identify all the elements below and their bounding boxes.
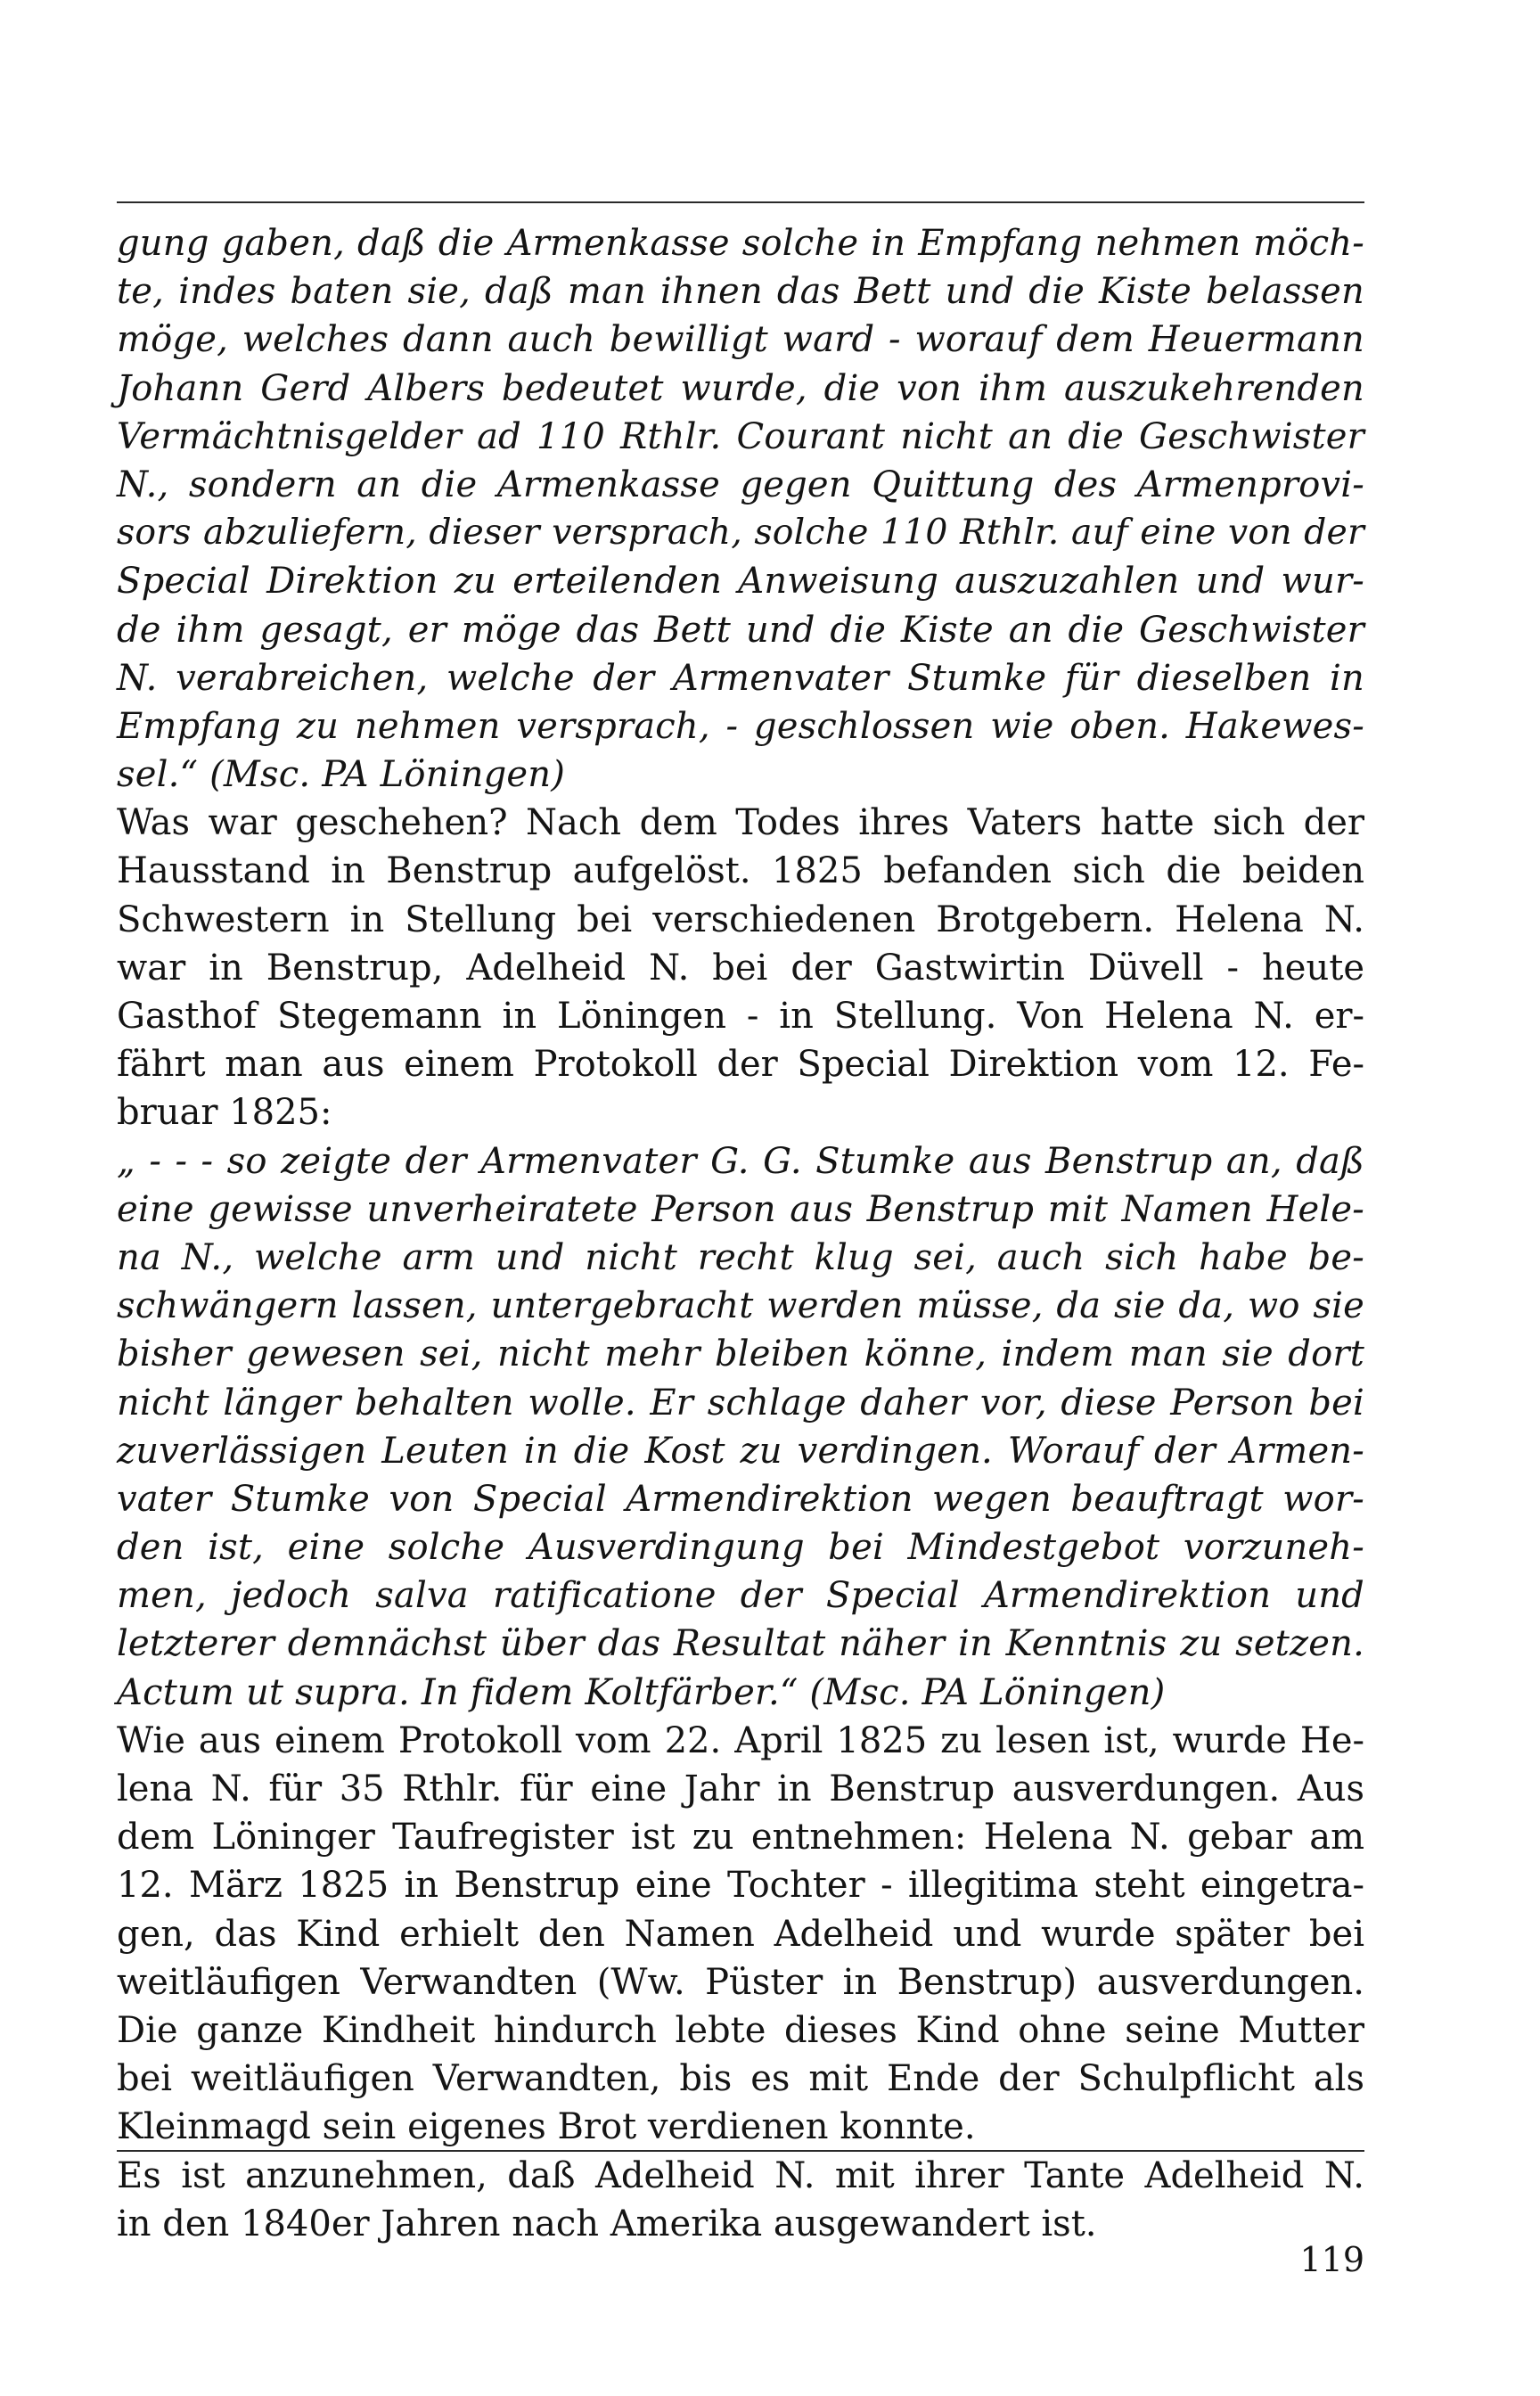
text-line: gen, das Kind erhielt den Namen Adelheid und wurde später bei <box>117 1913 1364 1955</box>
text-line: bruar 1825: <box>117 1092 332 1134</box>
text-line: Es ist anzunehmen, daß Adelheid N. mit ihrer Tante Adelheid N. <box>117 2154 1364 2196</box>
text-line: na N., welche arm und nicht recht klug sei, auch sich habe be- <box>117 1236 1364 1278</box>
text-line: lena N. für 35 Rthlr. für eine Jahr in Benstrup ausverdungen. Aus <box>117 1768 1364 1809</box>
text-line: sel.“ (Msc. PA Löningen) <box>117 754 566 796</box>
page-number: 119 <box>1299 2240 1364 2279</box>
text-line: möge, welches dann auch bewilligt ward - worauf dem Heuermann <box>117 319 1364 361</box>
text-line: sors abzuliefern, dieser versprach, solche 110 Rthlr. auf eine von der <box>117 513 1364 554</box>
text-line: den ist, eine solche Ausverdingung bei Mindestgebot vorzuneh- <box>117 1527 1364 1569</box>
text-line: in den 1840er Jahren nach Amerika ausgewandert ist. <box>117 2203 1097 2244</box>
text-line: Wie aus einem Protokoll vom 22. April 1825 zu lesen ist, wurde He- <box>117 1719 1364 1761</box>
text-line: bei weitläufigen Verwandten, bis es mit Ende der Schulpflicht als <box>117 2058 1364 2100</box>
text-line: bisher gewesen sei, nicht mehr bleiben könne, indem man sie dort <box>117 1333 1364 1375</box>
text-line: nicht länger behalten wolle. Er schlage daher vor, diese Person bei <box>117 1382 1364 1424</box>
text-line: „ - - - so zeigte der Armenvater G. G. Stumke aus Benstrup an, daß <box>117 1140 1364 1182</box>
text-line: Hausstand in Benstrup aufgelöst. 1825 befanden sich die beiden <box>117 850 1364 892</box>
bottom-rule <box>117 2150 1364 2152</box>
text-line: war in Benstrup, Adelheid N. bei der Gastwirtin Düvell - heute <box>117 947 1364 989</box>
text-line: N., sondern an die Armenkasse gegen Quittung des Armenprovi- <box>117 464 1364 505</box>
text-line: men, jedoch salva ratificatione der Special Armendirektion und <box>117 1575 1364 1617</box>
text-line: te, indes baten sie, daß man ihnen das Bett und die Kiste belassen <box>117 271 1364 313</box>
text-line: Kleinmagd sein eigenes Brot verdienen konnte. <box>117 2106 976 2148</box>
text-line: 12. März 1825 in Benstrup eine Tochter - illegitima steht eingetra- <box>117 1865 1364 1907</box>
text-line: Empfang zu nehmen versprach, - geschlossen wie oben. Hakewes- <box>117 705 1364 747</box>
text-line: vater Stumke von Special Armendirektion wegen beauftragt wor- <box>117 1478 1364 1520</box>
top-rule <box>117 201 1364 203</box>
text-line: letzterer demnächst über das Resultat näher in Kenntnis zu setzen. <box>117 1623 1364 1665</box>
text-line: Gasthof Stegemann in Löningen - in Stellung. Von Helena N. er- <box>117 996 1364 1037</box>
text-line: zuverlässigen Leuten in die Kost zu verdingen. Worauf der Armen- <box>117 1430 1364 1472</box>
text-line: Was war geschehen? Nach dem Todes ihres Vaters hatte sich der <box>117 802 1364 844</box>
text-line: Die ganze Kindheit hindurch lebte dieses Kind ohne seine Mutter <box>117 2009 1364 2051</box>
text-line: de ihm gesagt, er möge das Bett und die Kiste an die Geschwister <box>117 609 1364 651</box>
text-line: schwängern lassen, untergebracht werden müsse, da sie da, wo sie <box>117 1285 1364 1327</box>
text-line: gung gaben, daß die Armenkasse solche in Empfang nehmen möch- <box>117 223 1364 264</box>
text-line: weitläufigen Verwandten (Ww. Püster in Benstrup) ausverdungen. <box>117 1961 1364 2003</box>
text-line: Special Direktion zu erteilenden Anweisung auszuzahlen und wur- <box>117 561 1364 603</box>
text-line: Schwestern in Stellung bei verschiedenen Brotgebern. Helena N. <box>117 898 1364 940</box>
text-line: Johann Gerd Albers bedeutet wurde, die von ihm auszukehrenden <box>117 367 1364 409</box>
text-line: fährt man aus einem Protokoll der Special Direktion vom 12. Fe- <box>117 1044 1364 1086</box>
page-body-text <box>117 219 1364 2248</box>
text-line: eine gewisse unverheiratete Person aus Benstrup mit Namen Hele- <box>117 1188 1364 1230</box>
text-line: Actum ut supra. In fidem Koltfärber.“ (Msc. PA Löningen) <box>117 1671 1166 1713</box>
text-line: Vermächtnisgelder ad 110 Rthlr. Courant nicht an die Geschwister <box>117 415 1364 457</box>
text-line: dem Löninger Taufregister ist zu entnehmen: Helena N. gebar am <box>117 1817 1364 1859</box>
text-line: N. verabreichen, welche der Armenvater Stumke für dieselben in <box>117 657 1364 699</box>
